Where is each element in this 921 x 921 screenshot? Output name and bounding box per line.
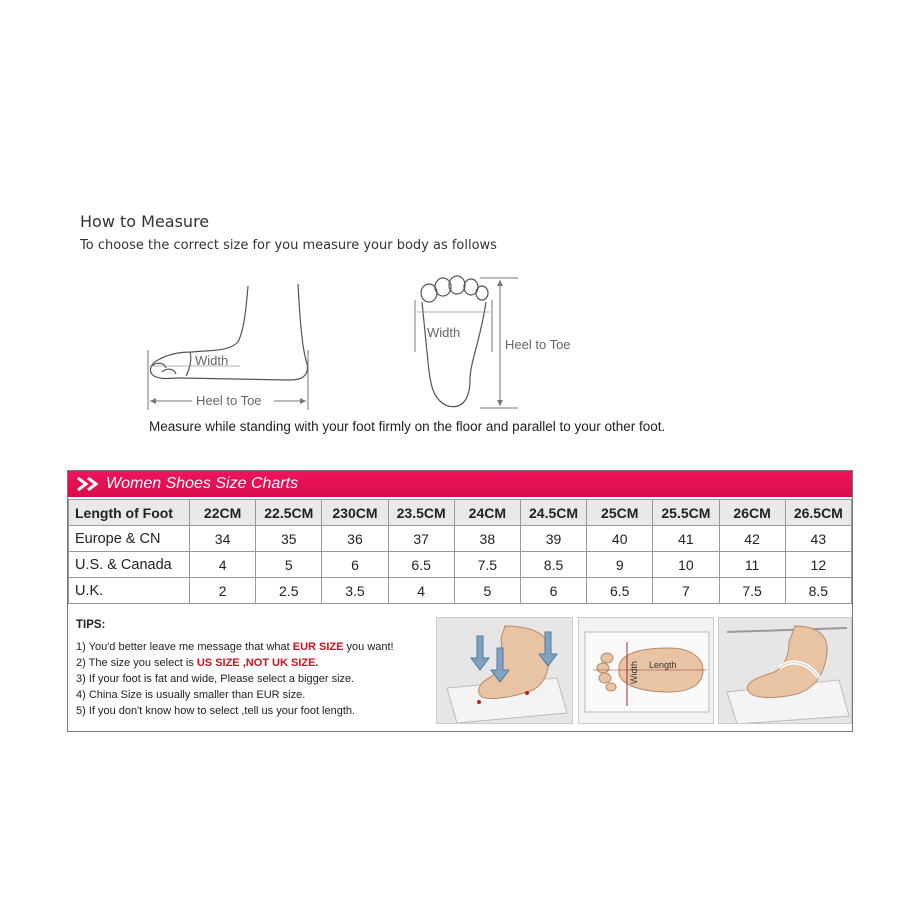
- tip-item: [76, 639, 394, 655]
- table-header-row: [69, 500, 852, 526]
- photo-sole-measurement: [578, 617, 714, 724]
- table-cell: 34: [190, 526, 256, 552]
- table-row: [69, 578, 852, 604]
- double-chevron-right-icon: [76, 477, 102, 491]
- table-cell: 6.5: [388, 552, 454, 578]
- photo-length-label: Length: [649, 660, 677, 670]
- table-cell: 10: [653, 552, 719, 578]
- tip-emphasis: US SIZE ,NOT UK SIZE.: [196, 657, 319, 669]
- header-cell: 25.5CM: [653, 500, 719, 526]
- sole-length-label: Heel to Toe: [505, 337, 571, 352]
- tip-item: 4) China Size is usually smaller than EUR size.: [76, 689, 306, 701]
- tip-text: 2) The size you select is: [76, 657, 197, 669]
- row-label: U.S. & Canada: [69, 552, 190, 578]
- table-row: [69, 552, 852, 578]
- tip-item: [76, 655, 394, 671]
- measure-instruction: Measure while standing with your foot firmly on the floor and parallel to your other foot.: [149, 419, 666, 434]
- page-subtitle: To choose the correct size for you measure your body as follows: [80, 238, 497, 253]
- photo-foot-tape: [718, 617, 852, 724]
- table-cell: 5: [256, 552, 322, 578]
- tip-text: 1) You'd better leave me message that what: [76, 641, 293, 653]
- table-cell: 35: [256, 526, 322, 552]
- header-cell: 25CM: [587, 500, 653, 526]
- table-cell: 37: [388, 526, 454, 552]
- size-table: [68, 499, 852, 604]
- table-cell: 2: [190, 578, 256, 604]
- row-label: U.K.: [69, 578, 190, 604]
- table-cell: 4: [190, 552, 256, 578]
- table-cell: 6.5: [587, 578, 653, 604]
- header-cell: 23.5CM: [388, 500, 454, 526]
- header-cell: 24.5CM: [520, 500, 586, 526]
- table-cell: 41: [653, 526, 719, 552]
- table-cell: 8.5: [520, 552, 586, 578]
- tip-item: 5) If you don't know how to select ,tell us your foot length.: [76, 705, 356, 717]
- size-chart-panel: [67, 470, 853, 732]
- side-width-label: Width: [195, 353, 229, 368]
- table-cell: 7: [653, 578, 719, 604]
- sole-width-label: Width: [427, 325, 461, 340]
- table-cell: 7.5: [454, 552, 520, 578]
- tips-title: TIPS:: [76, 619, 106, 631]
- table-cell: 40: [587, 526, 653, 552]
- table-cell: 39: [520, 526, 586, 552]
- size-chart-title: Women Shoes Size Charts: [106, 475, 299, 492]
- size-chart-banner: [68, 471, 852, 497]
- table-cell: 6: [322, 552, 388, 578]
- header-cell: 22.5CM: [256, 500, 322, 526]
- header-cell: 22CM: [190, 500, 256, 526]
- header-cell: 230CM: [322, 500, 388, 526]
- tip-item: 3) If your foot is fat and wide, Please select a bigger size.: [76, 673, 355, 685]
- header-label: Length of Foot: [69, 500, 190, 526]
- header-cell: 26.5CM: [785, 500, 851, 526]
- table-cell: 7.5: [719, 578, 785, 604]
- row-label: Europe & CN: [69, 526, 190, 552]
- table-cell: 43: [785, 526, 851, 552]
- tip-text: you want!: [343, 641, 394, 653]
- tip-emphasis: EUR SIZE: [292, 641, 344, 653]
- table-cell: 3.5: [322, 578, 388, 604]
- header-cell: 26CM: [719, 500, 785, 526]
- table-cell: 4: [388, 578, 454, 604]
- table-cell: 38: [454, 526, 520, 552]
- table-cell: 42: [719, 526, 785, 552]
- tips-section: [76, 617, 394, 719]
- photo-width-label: Width: [629, 660, 639, 684]
- table-cell: 11: [719, 552, 785, 578]
- table-cell: 8.5: [785, 578, 851, 604]
- table-row: [69, 526, 852, 552]
- side-length-label: Heel to Toe: [196, 393, 262, 408]
- page-title: How to Measure: [80, 212, 210, 231]
- table-cell: 6: [520, 578, 586, 604]
- table-cell: 9: [587, 552, 653, 578]
- table-cell: 5: [454, 578, 520, 604]
- table-cell: 12: [785, 552, 851, 578]
- header-cell: 24CM: [454, 500, 520, 526]
- photo-foot-arrows: [436, 617, 573, 724]
- table-cell: 36: [322, 526, 388, 552]
- table-cell: 2.5: [256, 578, 322, 604]
